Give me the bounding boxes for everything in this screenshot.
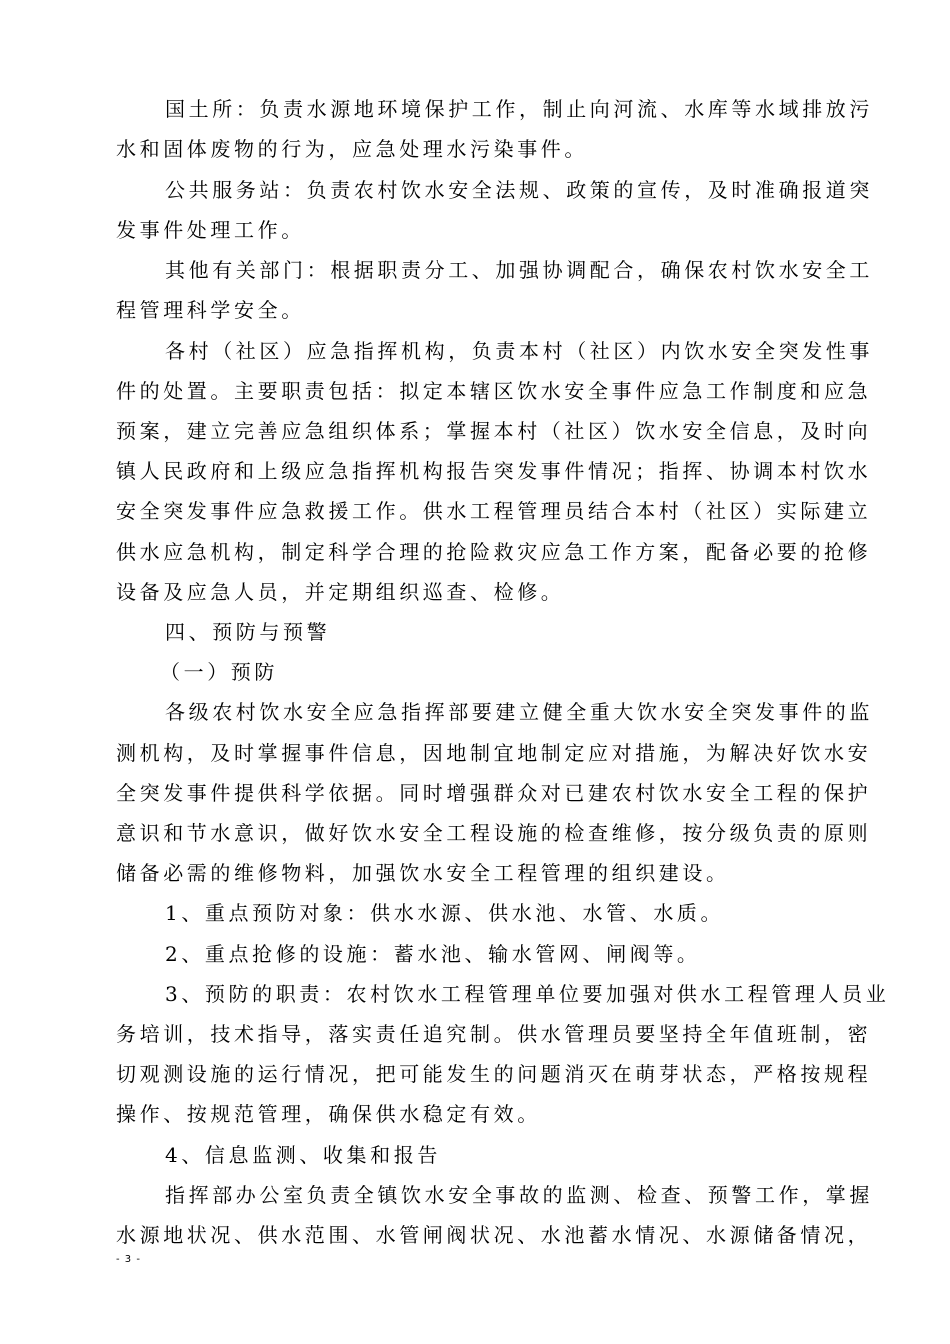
paragraph-line: 安全突发事件应急救援工作。供水工程管理员结合本村（社区）实际建立 [116,499,872,523]
paragraph-line: 水和固体废物的行为，应急处理水污染事件。 [116,137,588,161]
paragraph-line: 程管理科学安全。 [116,298,305,322]
paragraph-line: 供水应急机构，制定科学合理的抢险救灾应急工作方案，配备必要的抢修 [116,540,872,564]
paragraph-line: 设备及应急人员，并定期组织巡查、检修。 [116,580,565,604]
list-item: 1、重点预防对象：供水水源、供水池、水管、水质。 [165,901,725,925]
paragraph-line: 全突发事件提供科学依据。同时增强群众对已建农村饮水安全工程的保护 [116,781,872,805]
paragraph-line: 测机构，及时掌握事件信息，因地制宜地制定应对措施，为解决好饮水安 [116,741,872,765]
paragraph-line: 件的处置。主要职责包括：拟定本辖区饮水安全事件应急工作制度和应急 [116,379,872,403]
paragraph-line: 预案，建立完善应急组织体系；掌握本村（社区）饮水安全信息，及时向 [116,419,872,443]
paragraph-line: 意识和节水意识，做好饮水安全工程设施的检查维修，按分级负责的原则 [116,821,872,845]
subsection-heading: （一）预防 [160,660,278,684]
paragraph-line: 务培训，技术指导，落实责任追究制。供水管理员要坚持全年值班制，密 [116,1022,872,1046]
paragraph-line: 国土所：负责水源地环境保护工作，制止向河流、水库等水域排放污 [165,97,873,121]
list-item: 3、预防的职责：农村饮水工程管理单位要加强对供水工程管理人员业 [165,982,890,1006]
paragraph-line: 指挥部办公室负责全镇饮水安全事故的监测、检查、预警工作，掌握 [165,1183,873,1207]
paragraph-line: 发事件处理工作。 [116,218,305,242]
paragraph-line: 公共服务站：负责农村饮水安全法规、政策的宣传，及时准确报道突 [165,178,873,202]
paragraph-line: 水源地状况、供水范围、水管闸阀状况、水池蓄水情况、水源储备情况， [116,1223,872,1247]
paragraph-line: 切观测设施的运行情况，把可能发生的问题消灭在萌芽状态，严格按规程 [116,1062,872,1086]
list-item: 2、重点抢修的设施：蓄水池、输水管网、闸阀等。 [165,942,701,966]
section-heading: 四、预防与预警 [165,620,331,644]
paragraph-line: 各级农村饮水安全应急指挥部要建立健全重大饮水安全突发事件的监 [165,700,873,724]
paragraph-line: 储备必需的维修物料，加强饮水安全工程管理的组织建设。 [116,861,730,885]
list-item: 4、信息监测、收集和报告 [165,1143,441,1167]
paragraph-line: 其他有关部门：根据职责分工、加强协调配合，确保农村饮水安全工 [165,258,873,282]
paragraph-line: 镇人民政府和上级应急指挥机构报告突发事件情况；指挥、协调本村饮水 [116,459,872,483]
paragraph-line: 各村（社区）应急指挥机构，负责本村（社区）内饮水安全突发性事 [165,339,873,363]
paragraph-line: 操作、按规范管理，确保供水稳定有效。 [116,1102,541,1126]
page-number: - 3 - [116,1254,141,1265]
